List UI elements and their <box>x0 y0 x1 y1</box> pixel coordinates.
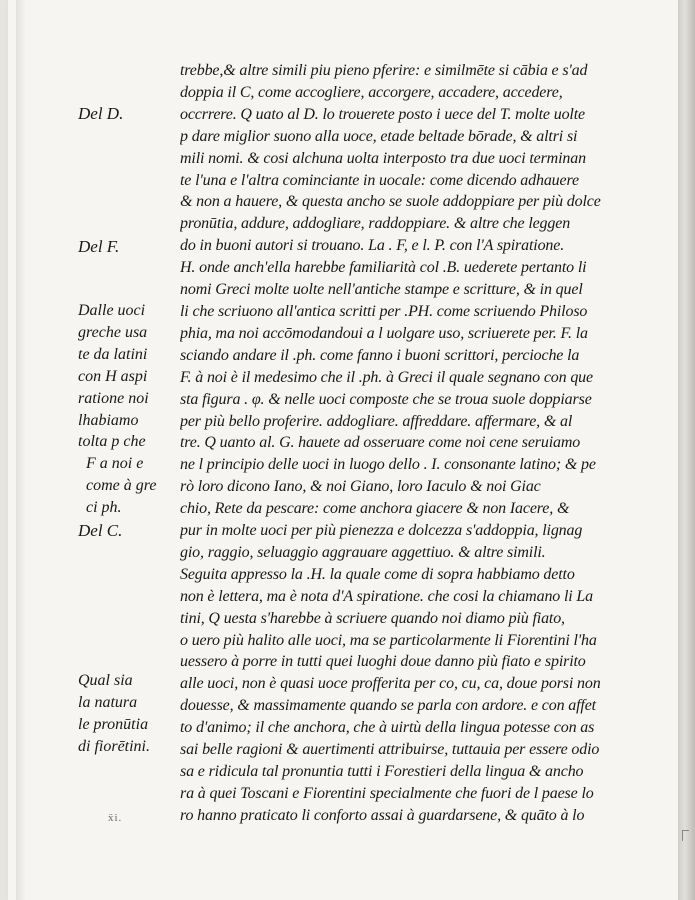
margin-note-line: le pronūtia <box>78 715 149 733</box>
text-line: sa e ridicula tal pronuntia tutti i Forestieri della lingua & ancho <box>180 763 584 780</box>
text-line: ne l principio delle uoci in luogo dello . I. consonante latino; & pe <box>180 456 596 474</box>
margin-note-line: di fiorētini. <box>78 737 150 755</box>
text-line: sai belle ragioni & auertimenti attribuirse, tuttauia per essere odio <box>180 741 600 759</box>
margin-note-line: tolta p che <box>78 433 146 451</box>
text-line: phia, ma noi accōmodandoui a l uolgare uso, scriuerete per. F. la <box>180 324 588 342</box>
text-line: douesse, & massimamente quando se parla con ardore. e con affet <box>180 697 596 715</box>
text-line: occrrere. Q uato al D. lo trouerete posto i uece del T. molte uolte <box>180 105 585 123</box>
text-line: tini, Q uesta s'harebbe à scriuere quando noi diamo più fiato, <box>180 609 565 627</box>
text-line: ra à quei Toscani e Fiorentini specialmente che fuori de l paese lo <box>180 784 594 802</box>
text-line: tre. Q uanto al. G. hauete ad osseruare come noi cene seruiamo <box>180 434 581 452</box>
text-line: sta figura . φ. & nelle uoci composte che se troua suole doppiarse <box>180 390 592 408</box>
margin-note-line: come à gre <box>86 477 157 495</box>
page-gutter-shadow <box>16 0 26 900</box>
text-line: chio, Rete da pescare: come anchora giacere & non Iacere, & <box>180 500 570 518</box>
margin-note-line: greche usa <box>78 323 148 341</box>
book-page <box>8 0 678 900</box>
text-line: nomi Greci molte uolte nell'antiche stampe e scritture, & in quel <box>180 281 583 299</box>
text-line: alle uoci, non è quasi uoce profferita per co, cu, ca, doue porsi non <box>180 675 601 693</box>
next-page-edge <box>678 0 695 900</box>
page-smudge-mark: ẍi. <box>108 812 123 824</box>
margin-note-line: Del F. <box>78 237 120 256</box>
binding-mark-icon <box>682 830 689 841</box>
margin-note-del-c <box>78 520 122 542</box>
text-line: H. onde anch'ella harebbe familiarità col .B. uederete pertanto li <box>180 259 587 277</box>
text-line: do in buoni autori si trouano. La . F, e l. P. con l'A spiratione. <box>180 237 565 255</box>
margin-note-del-d <box>78 103 123 125</box>
margin-note-line: ci ph. <box>86 499 122 517</box>
margin-note-line: la natura <box>78 693 138 711</box>
margin-note-line: Qual sia <box>78 672 133 689</box>
text-line: li che scriuono all'antica scritti per .PH. come scriuendo Philoso <box>180 302 588 320</box>
margin-note-line: F a noi e <box>86 455 144 473</box>
main-text-block <box>180 60 672 827</box>
margin-note-line: Del C. <box>78 521 123 540</box>
text-line: non è lettera, ma è nota d'A spiratione. che cosi la chiamano li La <box>180 587 594 605</box>
margin-note-greek-voices <box>78 300 157 519</box>
text-line: te l'una e l'altra cominciante in uocale: come dicendo adhauere <box>180 171 579 189</box>
margin-note-line: con H aspi <box>78 367 148 385</box>
text-line: o uero più halito alle uoci, ma se particolarmente li Fiorentini l'ha <box>180 631 597 649</box>
text-line: uessero à porre in tutti quei luoghi doue danno più fiato e spirito <box>180 653 586 671</box>
margin-note-line: lhabiamo <box>78 411 139 429</box>
text-line: p dare miglior suono alla uoce, etade beltade bōrade, & altri si <box>180 127 578 145</box>
text-line: sciando andare il .ph. come fanno i buoni scrittori, percioche la <box>180 346 580 364</box>
text-line: ro hanno praticato li conforto assai à guardarsene, & quāto à lo <box>180 806 585 824</box>
text-line: & non a hauere, & questa ancho se suole addoppiare per più dolce <box>180 193 601 211</box>
text-line: to d'animo; il che anchora, che à uirtù della lingua potesse con as <box>180 719 595 737</box>
text-line: pronūtia, addure, addogliare, raddoppiare. & altre che leggen <box>180 215 571 233</box>
text-line: F. à noi è il medesimo che il .ph. à Greci il quale segnano con que <box>180 368 593 386</box>
margin-note-line: Dalle uoci <box>78 302 146 319</box>
margin-note-del-f <box>78 236 119 258</box>
margin-note-line: te da latini <box>78 345 148 363</box>
text-line: mili nomi. & cosi alchuna uolta interposto tra due uoci terminan <box>180 149 586 167</box>
text-line: pur in molte uoci per più pienezza e dolcezza s'addoppia, lignag <box>180 522 583 540</box>
text-line: trebbe,& altre simili piu pieno pferire: e similmēte si cābia e s'ad <box>180 62 588 79</box>
text-line: rò loro dicono Iano, & noi Giano, loro Iaculo & noi Giac <box>180 478 541 496</box>
margin-note-florentine-pronunciation <box>78 670 150 758</box>
text-line: Seguita appresso la .H. la quale come di sopra habbiamo detto <box>180 565 575 583</box>
margin-note-line: ratione noi <box>78 389 149 407</box>
margin-note-line: Del D. <box>78 104 124 123</box>
text-line: gio, raggio, seluaggio aggrauare aggettiuo. & altre simili. <box>180 543 546 561</box>
text-line: doppia il C, come accogliere, accorgere, accadere, accedere, <box>180 83 563 101</box>
text-line: per più bello proferire. addogliare. affreddare. affermare, & al <box>180 412 573 430</box>
